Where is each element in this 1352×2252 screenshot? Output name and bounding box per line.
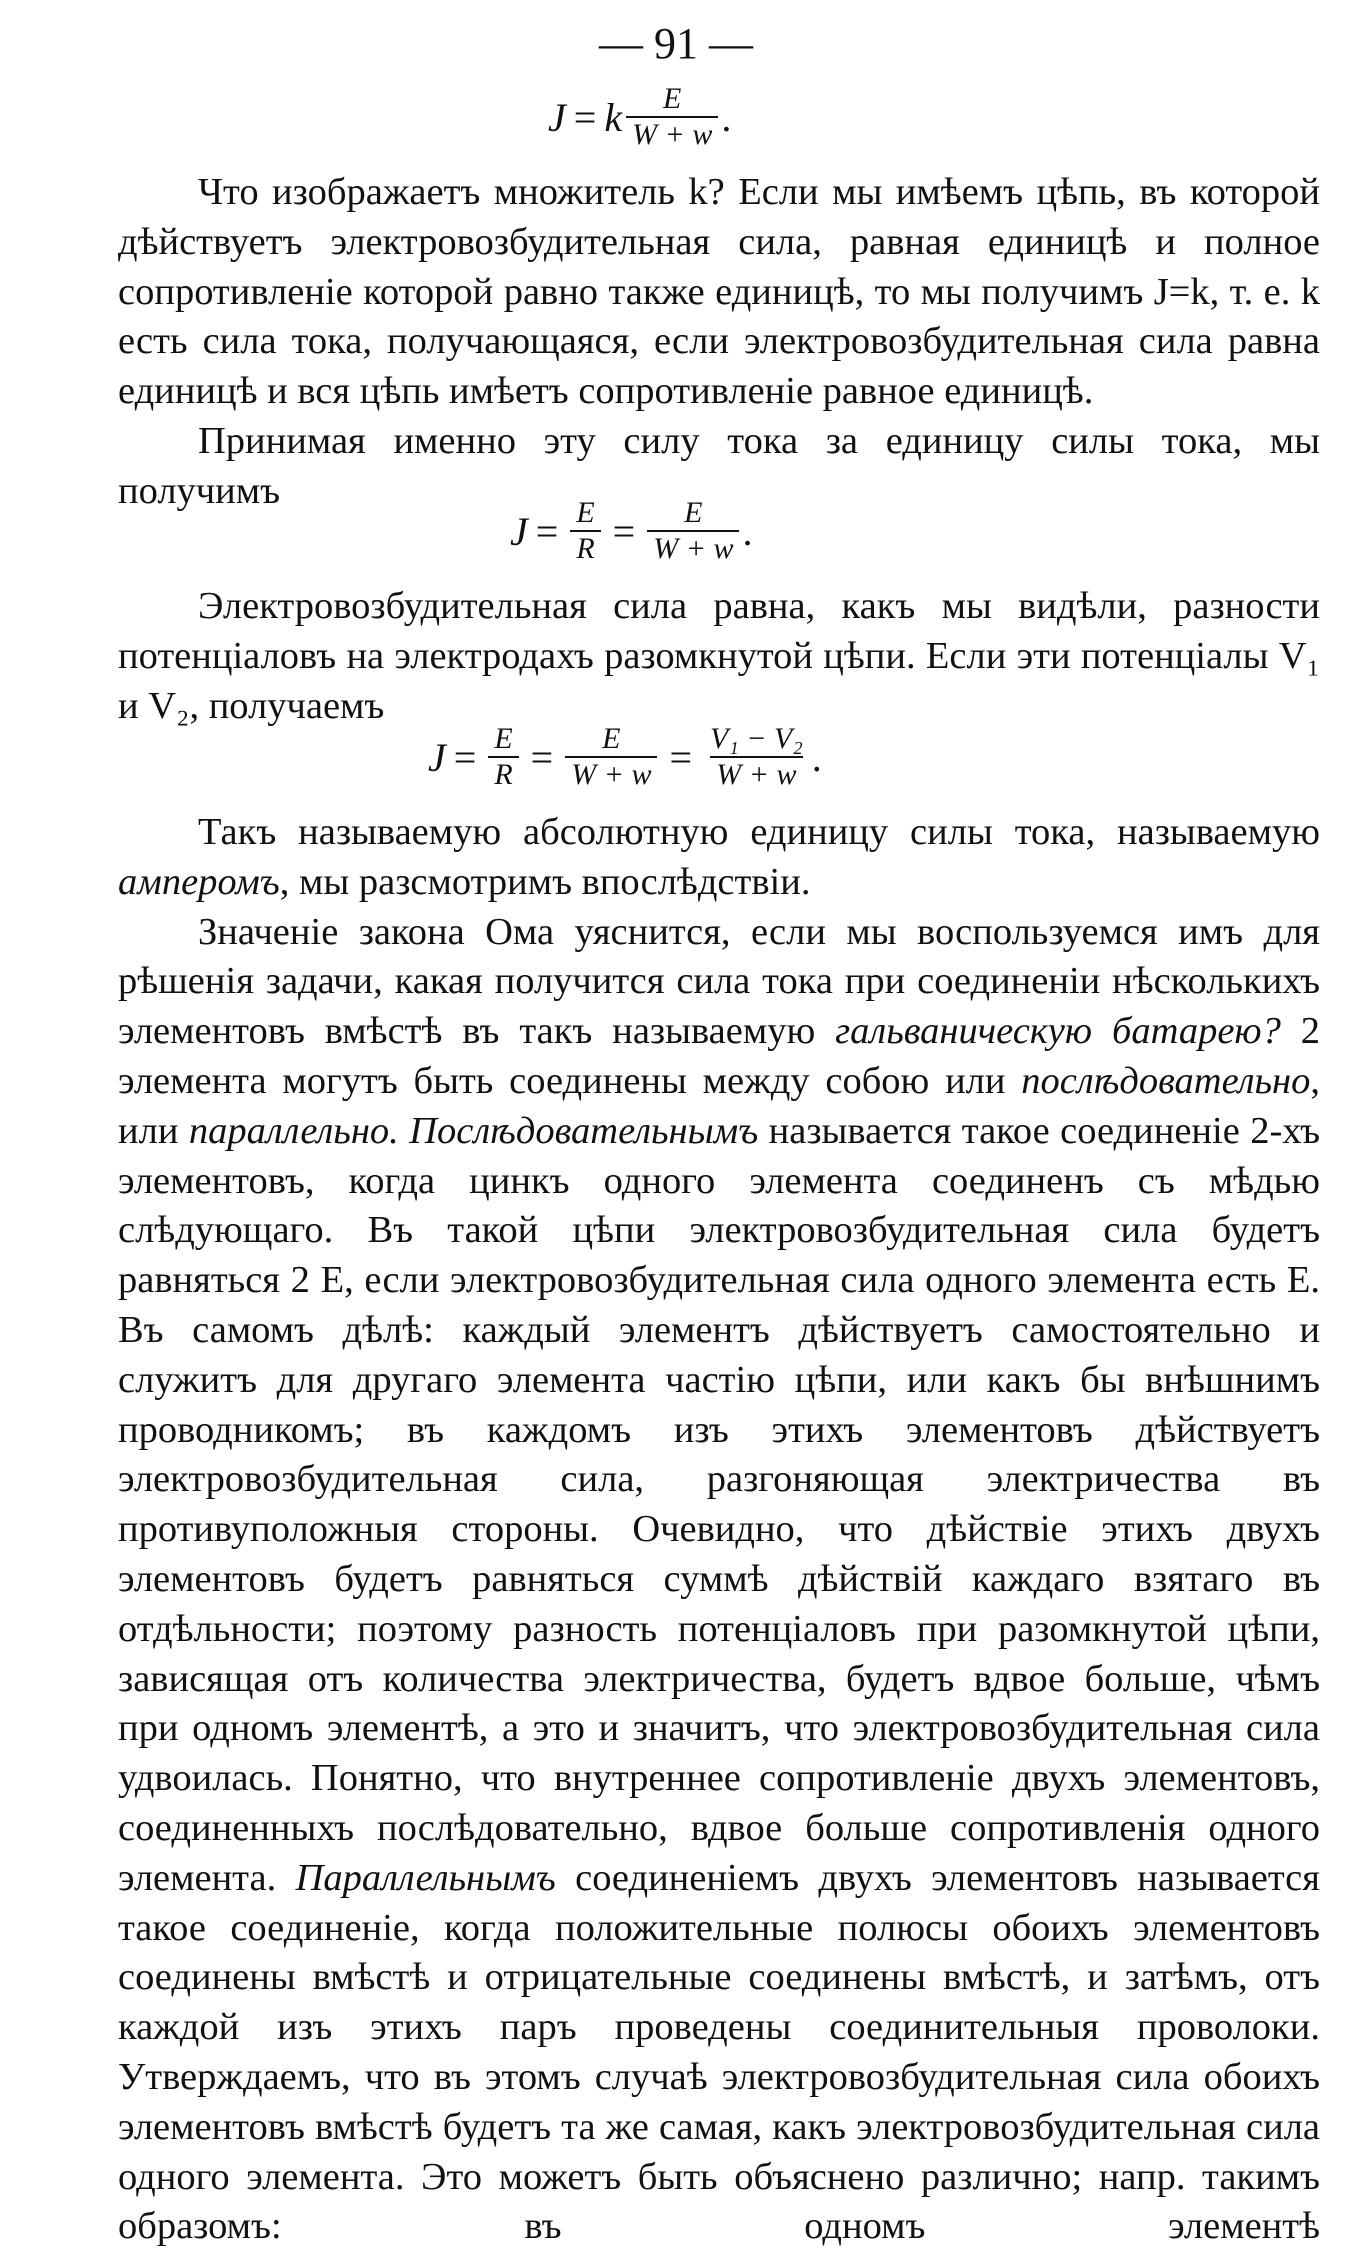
fraction-denominator: W + w — [710, 756, 802, 792]
formula-fraction — [488, 722, 518, 792]
formula-lhs: J — [428, 734, 446, 780]
formula-coefficient: k — [604, 94, 623, 140]
paragraph: Что изображаетъ множитель k? Если мы имѣемъ цѣпь, въ которой дѣйствуетъ электровозбудительная сила, равная единицѣ и полное сопротивленіе которой равно также единицѣ, то мы получимъ J=k, т. е. k есть сила тока, получающаяся, если электровозбудительная сила равна единицѣ и вся цѣпь имѣетъ сопротивленіе равное единицѣ. — [118, 171, 1320, 413]
fraction-denominator: W + w — [565, 756, 657, 792]
formula-equals: = — [530, 734, 554, 780]
formula-potentials — [428, 722, 823, 792]
formula-lhs: J — [510, 508, 528, 554]
text-run-italic: послѣдовательно — [1021, 1059, 1311, 1102]
formula-ohm-k — [548, 82, 732, 152]
paragraph — [118, 908, 1320, 2252]
paragraph: Электровозбудительная сила равна, какъ мы видѣли, разности потенціаловъ на электродахъ разомкнутой цѣпи. Если эти потенціалы V₁ и V₂, получаемъ — [118, 585, 1320, 727]
formula-equals: = — [612, 508, 636, 554]
formula-fraction — [704, 722, 809, 792]
fraction-denominator: R — [570, 530, 600, 566]
formula-fraction — [570, 496, 600, 566]
paragraph — [118, 808, 1320, 908]
paragraph: Принимая именно эту силу тока за единицу силы тока, мы получимъ — [118, 419, 1320, 512]
formula-fraction — [626, 82, 718, 152]
formula-fraction — [565, 722, 657, 792]
fraction-denominator: W + w — [647, 530, 739, 566]
formula-equals: = — [453, 734, 477, 780]
text-run: Значеніе закона Ома уяснится, если мы воспользуемся имъ для рѣшенія задачи, какая получится сила тока при соединеніи нѣсколькихъ элементовъ вмѣстѣ въ такъ называемую — [118, 910, 1320, 1053]
text-run: соединеніемъ двухъ элементовъ называется такое соединеніе, когда положительные полюсы обоихъ элементовъ соединены вмѣстѣ и отрицательные соединены вмѣстѣ, и затѣмъ, отъ каждой изъ этихъ паръ проведены соединительныя проволоки. Утверждаемъ, что въ этомъ случаѣ электровозбудительная сила обоихъ элементовъ вмѣстѣ будетъ та же самая, какъ электровозбудительная сила одного элемента. Это можетъ быть объяснено различно; напр. такимъ образомъ: въ одномъ элементѣ — [118, 1856, 1320, 2248]
formula-equals: = — [573, 94, 597, 140]
text-run-italic: амперомъ — [118, 860, 280, 903]
formula-period: . — [812, 734, 823, 780]
text-run-italic: Параллельнымъ — [295, 1856, 556, 1899]
fraction-denominator: R — [488, 756, 518, 792]
page-number: — 91 — — [599, 19, 753, 68]
text-run: , или — [118, 1059, 1320, 1152]
formula-fraction — [647, 496, 739, 566]
formula-equals: = — [535, 508, 559, 554]
fraction-numerator: E — [494, 722, 513, 755]
text-run: называется такое соединеніе 2-хъ элементовъ, когда цинкъ одного элемента соединенъ съ мѣдью слѣдующаго. Въ такой цѣпи электровозбудительная сила будетъ равняться 2 E, если электровозбудительная сила одного элемента есть E. Въ самомъ дѣлѣ: каждый элементъ дѣйствуетъ самостоятельно и служитъ для другаго элемента частію цѣпи, или какъ бы внѣшнимъ проводникомъ; въ каждомъ изъ этихъ элементовъ дѣйствуетъ электровозбудительная сила, разгоняющая электричества въ противуположныя стороны. Очевидно, что дѣйствіе этихъ двухъ элементовъ будетъ равняться суммѣ дѣйствій каждаго взятаго въ отдѣльности; поэтому разность потенціаловъ при разомкнутой цѣпи, зависящая отъ количества электричества, будетъ вдвое больше, чѣмъ при одномъ элементѣ, а это и значитъ, что электровозбудительная сила удвоилась. Понятно, что внутреннее сопротивленіе двухъ элементовъ, соединенныхъ послѣдовательно, вдвое больше сопротивленія одного элемента. — [118, 1109, 1321, 1899]
paragraph-block-3 — [118, 808, 1320, 2252]
formula-period: . — [722, 94, 733, 140]
text-run-italic: гальваническую батарею? — [835, 1010, 1281, 1053]
text-run: 2 элемента могутъ быть соединены между собою или — [118, 1010, 1320, 1102]
fraction-numerator: V₁ − V₂ — [710, 722, 803, 755]
fraction-numerator: E — [663, 82, 682, 115]
formula-current-units — [510, 496, 753, 566]
formula-period: . — [743, 508, 754, 554]
text-run: , мы разсмотримъ впослѣдствіи. — [279, 860, 811, 903]
fraction-denominator: W + w — [626, 116, 718, 152]
fraction-numerator: E — [602, 722, 621, 755]
fraction-numerator: E — [684, 496, 703, 529]
text-run-italic: параллельно. Послѣдовательнымъ — [188, 1109, 759, 1152]
paragraph-block-1 — [118, 168, 1320, 517]
text-run: Такъ называемую абсолютную единицу силы тока, называемую — [198, 811, 1320, 853]
formula-lhs: J — [548, 94, 566, 140]
paragraph-block-2 — [118, 582, 1320, 731]
fraction-numerator: E — [576, 496, 595, 529]
formula-equals: = — [669, 734, 693, 780]
